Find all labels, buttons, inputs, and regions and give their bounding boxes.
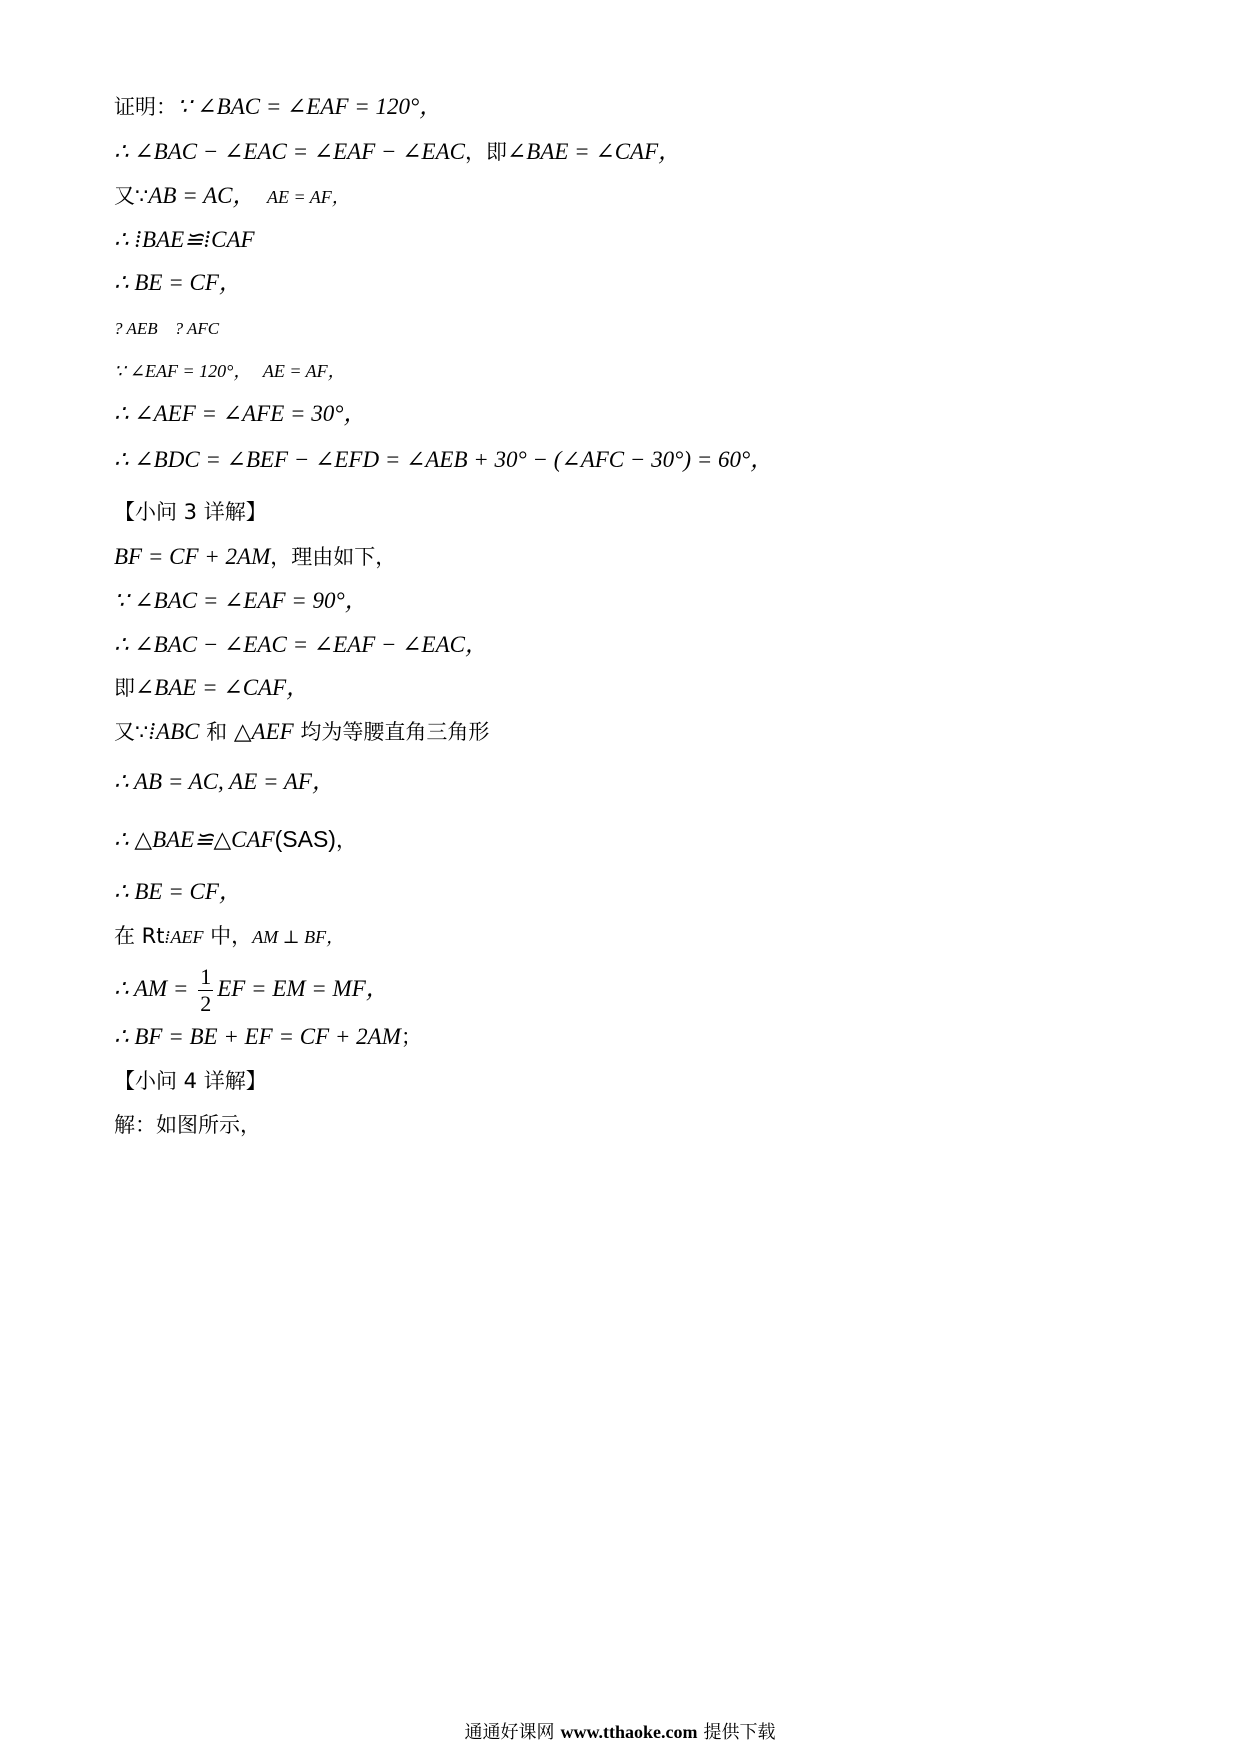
proof-line-9 xyxy=(114,445,773,475)
math-expression: ⁞ABC xyxy=(148,719,200,744)
footer-download-text: 提供下载 xyxy=(703,1722,776,1743)
math-paren: (SAS) xyxy=(274,826,336,852)
text-fragment: ，理由如下， xyxy=(270,545,397,569)
fraction-numerator: 1 xyxy=(200,964,212,990)
proof-line-1 xyxy=(114,92,442,122)
math-expression: ∴ BE = CF， xyxy=(114,879,242,904)
math-expression: EF = EM = MF， xyxy=(217,976,389,1001)
math-expression: ∴ △BAE≌△CAF xyxy=(114,827,275,852)
proof-line-19 xyxy=(114,965,389,1015)
proof-line-11 xyxy=(114,586,368,616)
fraction xyxy=(198,966,213,1015)
footer-url[interactable]: www.tthaoke.com xyxy=(560,1722,698,1742)
math-expression: AE = AF， xyxy=(262,361,346,381)
math-expression: ? AEB ? AFC xyxy=(114,319,220,338)
text-fragment: 解：如图所示， xyxy=(114,1113,261,1137)
proof-line-18 xyxy=(114,921,344,952)
proof-line-14 xyxy=(114,717,489,747)
proof-line-13 xyxy=(114,673,309,703)
text-fragment: ， xyxy=(335,828,357,852)
math-expression: AE = AF， xyxy=(266,187,350,207)
text-fragment: 均为等腰直角三角形 xyxy=(293,720,490,744)
proof-line-10 xyxy=(114,542,396,572)
proof-line-21 xyxy=(114,1110,261,1140)
proof-line-16 xyxy=(114,824,357,855)
text-fragment: 中， xyxy=(203,924,253,948)
math-expression: ∴ AM = xyxy=(114,976,195,1001)
proof-line-17 xyxy=(114,877,242,907)
text-fragment: 又∵ xyxy=(114,720,149,744)
math-expression: ∴ ∠BAC − ∠EAC = ∠EAF − ∠EAC， xyxy=(114,632,488,657)
proof-line-5 xyxy=(114,268,242,298)
math-expression: ∴ ∠BDC = ∠BEF − ∠EFD = ∠AEB + 30° − (∠AFC − 30°) = 60°， xyxy=(114,447,774,472)
proof-line-20 xyxy=(114,1022,422,1052)
text-fragment: 和 xyxy=(199,720,234,744)
proof-line-8 xyxy=(114,399,366,429)
section-heading-4 xyxy=(114,1066,267,1096)
math-expression: ∠BAE = ∠CAF， xyxy=(507,139,682,164)
section-heading-3 xyxy=(114,497,267,527)
text-fragment: 在 Rt xyxy=(114,924,165,948)
text-fragment: 即 xyxy=(114,676,135,700)
text-fragment: ； xyxy=(400,1025,422,1049)
math-expression: ∠BAE = ∠CAF， xyxy=(135,675,310,700)
proof-label: 证明： xyxy=(114,95,177,119)
math-expression: ∵ ∠EAF = 120°， xyxy=(114,361,252,381)
math-expression: ⁞AEF xyxy=(164,927,204,947)
math-expression: △AEF xyxy=(233,719,294,744)
heading-text: 【小问 3 详解】 xyxy=(114,500,267,524)
proof-line-15 xyxy=(114,767,335,797)
proof-line-4 xyxy=(114,225,255,255)
math-expression: ∴ BE = CF， xyxy=(114,270,242,295)
math-expression: AB = AC， xyxy=(148,183,256,208)
page-footer xyxy=(0,1718,1240,1744)
text-fragment: ，即 xyxy=(465,140,507,164)
footer-site-name: 通通好课网 xyxy=(464,1722,555,1743)
math-expression: ∴ ⁞BAE≌⁞CAF xyxy=(114,227,255,252)
math-expression: AM ⊥ BF， xyxy=(252,927,345,947)
text-fragment: 又∵ xyxy=(114,184,149,208)
math-expression: ∵ ∠BAC = ∠EAF = 90°， xyxy=(114,588,368,613)
heading-text: 【小问 4 详解】 xyxy=(114,1069,267,1093)
proof-line-3 xyxy=(114,181,350,212)
proof-line-2 xyxy=(114,137,681,167)
math-expression: ∵ ∠BAC = ∠EAF = 120°， xyxy=(177,94,443,119)
proof-line-6 xyxy=(114,312,219,344)
math-expression: ∴ ∠AEF = ∠AFE = 30°， xyxy=(114,401,367,426)
proof-line-12 xyxy=(114,630,488,660)
fraction-denominator: 2 xyxy=(200,991,212,1017)
math-expression: ∴ BF = BE + EF = CF + 2AM xyxy=(114,1024,401,1049)
math-expression: ∴ ∠BAC − ∠EAC = ∠EAF − ∠EAC xyxy=(114,139,465,164)
math-expression: BF = CF + 2AM xyxy=(114,544,271,569)
math-expression: ∴ AB = AC, AE = AF， xyxy=(114,769,335,794)
proof-line-7 xyxy=(114,355,346,386)
